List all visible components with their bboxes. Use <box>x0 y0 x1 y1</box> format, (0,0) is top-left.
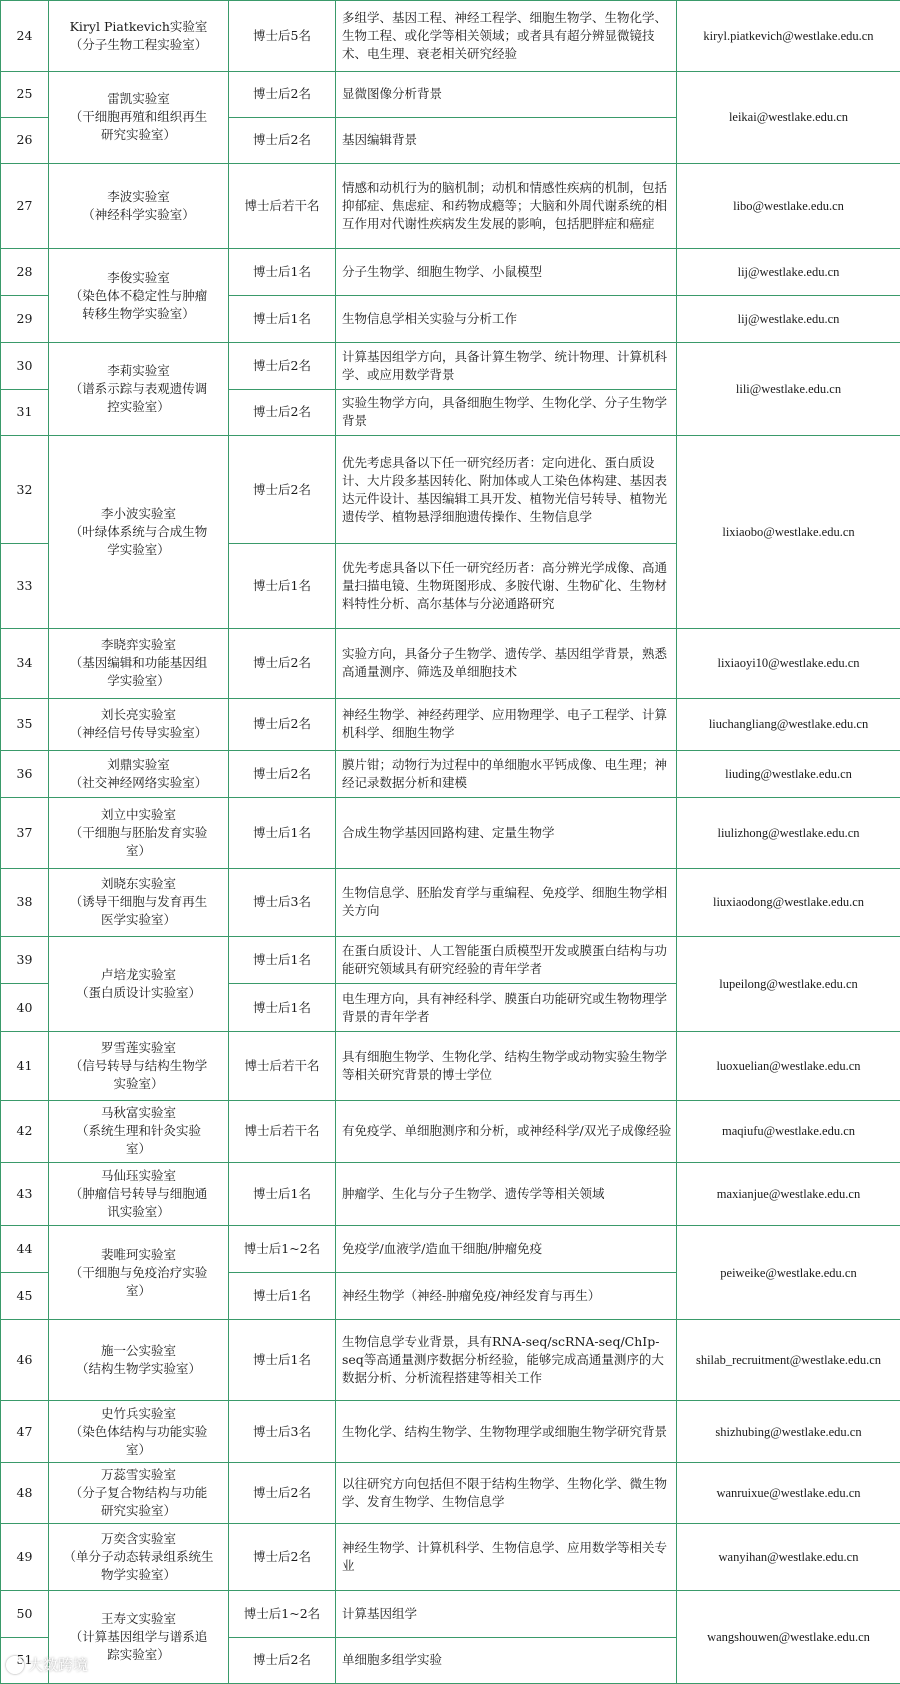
lab-name-line: （诱导干细胞与发育再生 <box>69 894 208 910</box>
lab-name <box>49 435 229 628</box>
lab-name <box>49 1462 229 1524</box>
lab-name-line: 罗雪莲实验室 <box>100 1040 176 1056</box>
lab-name-line: Kiryl Piatkevich实验室 <box>69 18 208 34</box>
row-number: 25 <box>1 71 49 117</box>
contact-email: lixiaoyi10@westlake.edu.cn <box>677 628 900 698</box>
requirements: 情感和动机行为的脑机制；动机和情感性疾病的机制，包括抑郁症、焦虑症、和药物成瘾等；大脑和外周代谢系统的相互作用对代谢性疾病发生发展的影响，包括肥胖症和癌症 <box>336 163 677 249</box>
requirements: 在蛋白质设计、人工智能蛋白质模型开发或膜蛋白结构与功能研究领域具有研究经验的青年学者 <box>336 937 677 984</box>
row-number: 36 <box>1 750 49 797</box>
row-number: 38 <box>1 868 49 937</box>
row-number: 44 <box>1 1226 49 1273</box>
lab-name-line: （干细胞与胚胎发育实验 <box>69 824 208 840</box>
lab-name-line: 刘鼎实验室 <box>107 756 170 772</box>
position-count: 博士后2名 <box>229 343 336 390</box>
row-number: 32 <box>1 435 49 543</box>
table-row <box>1 698 900 750</box>
lab-name <box>49 750 229 797</box>
position-count: 博士后1名 <box>229 249 336 296</box>
requirements: 生物信息学专业背景，具有RNA-seq/scRNA-seq/ChIp-seq等高通量测序数据分析经验，能够完成高通量测序的大数据分析、分析流程搭建等相关工作 <box>336 1319 677 1400</box>
lab-name <box>49 868 229 937</box>
position-count: 博士后2名 <box>229 71 336 117</box>
position-count: 博士后2名 <box>229 628 336 698</box>
lab-name-line: 王寿文实验室 <box>100 1611 176 1627</box>
row-number: 31 <box>1 389 49 435</box>
contact-email: leikai@westlake.edu.cn <box>677 71 900 163</box>
contact-email: liuding@westlake.edu.cn <box>677 750 900 797</box>
position-count: 博士后3名 <box>229 1401 336 1463</box>
row-number: 26 <box>1 117 49 163</box>
row-number: 43 <box>1 1162 49 1226</box>
row-number: 34 <box>1 628 49 698</box>
row-number: 42 <box>1 1101 49 1163</box>
requirements: 多组学、基因工程、神经工程学、细胞生物学、生物化学、生物工程、或化学等相关领域；或者具有超分辨显微镜技术、电生理、衰老相关研究经验 <box>336 1 677 72</box>
lab-name-line: 医学实验室） <box>100 912 176 928</box>
watermark <box>6 1654 88 1675</box>
lab-name-line: 裴唯珂实验室 <box>100 1246 176 1262</box>
row-number: 41 <box>1 1032 49 1101</box>
lab-name <box>49 1226 229 1320</box>
position-count: 博士后若干名 <box>229 163 336 249</box>
lab-name-line: 实验室） <box>113 1076 164 1092</box>
row-number: 35 <box>1 698 49 750</box>
lab-name-line: （单分子动态转录组系统生 <box>63 1549 214 1565</box>
contact-email: lij@westlake.edu.cn <box>677 249 900 296</box>
row-number: 24 <box>1 1 49 72</box>
position-count: 博士后1名 <box>229 296 336 343</box>
contact-email: maxianjue@westlake.edu.cn <box>677 1162 900 1226</box>
lab-name-line: （干细胞再殖和组织再生 <box>69 109 208 125</box>
row-number: 45 <box>1 1273 49 1320</box>
contact-email: wangshouwen@westlake.edu.cn <box>677 1591 900 1684</box>
lab-name-line: （计算基因组学与谱系追 <box>69 1629 208 1645</box>
lab-name-line: （染色体不稳定性与肿瘤 <box>69 287 208 303</box>
row-number: 27 <box>1 163 49 249</box>
lab-name-line: 万奕含实验室 <box>100 1531 176 1547</box>
lab-name-line: 李莉实验室 <box>107 362 170 378</box>
requirements: 免疫学/血液学/造血干细胞/肿瘤免疫 <box>336 1226 677 1273</box>
position-count: 博士后若干名 <box>229 1101 336 1163</box>
contact-email: liuxiaodong@westlake.edu.cn <box>677 868 900 937</box>
position-count: 博士后1名 <box>229 1319 336 1400</box>
lab-name-line: 雷凯实验室 <box>107 91 170 107</box>
lab-name-line: （系统生理和针灸实验 <box>75 1123 201 1139</box>
table-row <box>1 628 900 698</box>
requirements: 具有细胞生物学、生物化学、结构生物学或动物实验生物学等相关研究背景的博士学位 <box>336 1032 677 1101</box>
lab-name-line: （分子复合物结构与功能 <box>69 1485 208 1501</box>
requirements: 神经生物学（神经-肿瘤免疫/神经发育与再生） <box>336 1273 677 1320</box>
lab-name <box>49 1319 229 1400</box>
row-number: 50 <box>1 1591 49 1638</box>
lab-name-line: （肿瘤信号转导与细胞通 <box>69 1185 208 1201</box>
lab-name <box>49 1101 229 1163</box>
table-row <box>1 1032 900 1101</box>
lab-name-line: 马秋富实验室 <box>100 1105 176 1121</box>
lab-name-line: 室） <box>125 842 151 858</box>
position-count: 博士后3名 <box>229 868 336 937</box>
lab-name-line: 刘立中实验室 <box>100 806 176 822</box>
lab-name-line: （信号转导与结构生物学 <box>69 1058 208 1074</box>
position-count: 博士后1名 <box>229 937 336 984</box>
lab-name <box>49 797 229 868</box>
position-count: 博士后1名 <box>229 797 336 868</box>
row-number: 37 <box>1 797 49 868</box>
requirements: 神经生物学、神经药理学、应用物理学、电子工程学、计算机科学、细胞生物学 <box>336 698 677 750</box>
position-count: 博士后2名 <box>229 117 336 163</box>
contact-email: liuchangliang@westlake.edu.cn <box>677 698 900 750</box>
position-count: 博士后2名 <box>229 1524 336 1591</box>
lab-name-line: （染色体结构与功能实验 <box>69 1423 208 1439</box>
contact-email: peiweike@westlake.edu.cn <box>677 1226 900 1320</box>
position-count: 博士后2名 <box>229 750 336 797</box>
contact-email: liulizhong@westlake.edu.cn <box>677 797 900 868</box>
row-number: 33 <box>1 544 49 628</box>
table-row <box>1 868 900 937</box>
lab-name <box>49 343 229 436</box>
lab-name <box>49 71 229 163</box>
lab-name-line: （社交神经网络实验室） <box>69 774 208 790</box>
lab-name-line: （神经科学实验室） <box>82 206 195 222</box>
contact-email: shizhubing@westlake.edu.cn <box>677 1401 900 1463</box>
table-row <box>1 1524 900 1591</box>
camera-logo-icon <box>6 1656 24 1674</box>
position-count: 博士后1名 <box>229 1273 336 1320</box>
position-count: 博士后2名 <box>229 1462 336 1524</box>
table-row <box>1 249 900 296</box>
position-count: 博士后1名 <box>229 544 336 628</box>
lab-name <box>49 163 229 249</box>
lab-name <box>49 1524 229 1591</box>
lab-name-line: 学实验室） <box>107 673 170 689</box>
lab-name <box>49 937 229 1032</box>
requirements: 计算基因组学 <box>336 1591 677 1638</box>
row-number: 30 <box>1 343 49 390</box>
lab-name <box>49 628 229 698</box>
requirements: 实验方向，具备分子生物学、遗传学、基因组学背景，熟悉高通量测序、筛选及单细胞技术 <box>336 628 677 698</box>
lab-name-line: 李波实验室 <box>107 188 170 204</box>
requirements: 电生理方向，具有神经科学、膜蛋白功能研究或生物物理学背景的青年学者 <box>336 984 677 1032</box>
contact-email: lij@westlake.edu.cn <box>677 296 900 343</box>
position-count: 博士后1~2名 <box>229 1591 336 1638</box>
table-row <box>1 1 900 72</box>
contact-email: libo@westlake.edu.cn <box>677 163 900 249</box>
lab-name-line: 刘长亮实验室 <box>100 707 176 723</box>
requirements: 神经生物学、计算机科学、生物信息学、应用数学等相关专业 <box>336 1524 677 1591</box>
table-row <box>1 1162 900 1226</box>
lab-name-line: 室） <box>125 1282 151 1298</box>
requirements: 优先考虑具备以下任一研究经历者：定向进化、蛋白质设计、大片段多基因转化、附加体或人工染色体构建、基因表达元件设计、基因编辑工具开发、植物光信号转导、植物光遗传学、植物悬浮细胞遗传操作、生物信息学 <box>336 435 677 543</box>
table-row <box>1 71 900 117</box>
table-row <box>1 1226 900 1273</box>
lab-name-line: 卢培龙实验室 <box>100 967 176 983</box>
row-number: 29 <box>1 296 49 343</box>
lab-name-line: 研究实验室） <box>100 1503 176 1519</box>
lab-name-line: 物学实验室） <box>100 1567 176 1583</box>
lab-name-line: 施一公实验室 <box>100 1343 176 1359</box>
position-count: 博士后2名 <box>229 1637 336 1683</box>
table-row <box>1 797 900 868</box>
table-row <box>1 1462 900 1524</box>
contact-email: kiryl.piatkevich@westlake.edu.cn <box>677 1 900 72</box>
contact-email: maqiufu@westlake.edu.cn <box>677 1101 900 1163</box>
lab-name-line: 史竹兵实验室 <box>100 1405 176 1421</box>
contact-email: lupeilong@westlake.edu.cn <box>677 937 900 1032</box>
lab-name <box>49 1162 229 1226</box>
lab-name-line: 学实验室） <box>107 541 170 557</box>
lab-name-line: （结构生物学实验室） <box>75 1361 201 1377</box>
requirements: 计算基因组学方向，具备计算生物学、统计物理、计算机科学、或应用数学背景 <box>336 343 677 390</box>
contact-email: shilab_recruitment@westlake.edu.cn <box>677 1319 900 1400</box>
lab-name-line: 踪实验室） <box>107 1647 170 1663</box>
position-count: 博士后5名 <box>229 1 336 72</box>
requirements: 合成生物学基因回路构建、定量生物学 <box>336 797 677 868</box>
table-row <box>1 1319 900 1400</box>
table-row <box>1 937 900 984</box>
contact-email: lixiaobo@westlake.edu.cn <box>677 435 900 628</box>
lab-name <box>49 1 229 72</box>
contact-email: luoxuelian@westlake.edu.cn <box>677 1032 900 1101</box>
position-count: 博士后1名 <box>229 1162 336 1226</box>
table-body <box>1 1 900 1684</box>
position-count: 博士后2名 <box>229 389 336 435</box>
requirements: 分子生物学、细胞生物学、小鼠模型 <box>336 249 677 296</box>
lab-name-line: 讯实验室） <box>107 1203 170 1219</box>
lab-name-line: （分子生物工程实验室） <box>69 36 208 52</box>
requirements: 优先考虑具备以下任一研究经历者：高分辨光学成像、高通量扫描电镜、生物斑图形成、多胺代谢、生物矿化、生物材料特性分析、高尔基体与分泌通路研究 <box>336 544 677 628</box>
table-row <box>1 1401 900 1463</box>
lab-name-line: 室） <box>125 1141 151 1157</box>
table-row <box>1 750 900 797</box>
table-row <box>1 163 900 249</box>
requirements: 以往研究方向包括但不限于结构生物学、生物化学、微生物学、发育生物学、生物信息学 <box>336 1462 677 1524</box>
row-number: 39 <box>1 937 49 984</box>
contact-email: wanruixue@westlake.edu.cn <box>677 1462 900 1524</box>
requirements: 膜片钳；动物行为过程中的单细胞水平钙成像、电生理；神经记录数据分析和建模 <box>336 750 677 797</box>
lab-name-line: 转移生物学实验室） <box>82 305 195 321</box>
row-number: 40 <box>1 984 49 1032</box>
lab-name <box>49 698 229 750</box>
requirements: 生物信息学、胚胎发育学与重编程、免疫学、细胞生物学相关方向 <box>336 868 677 937</box>
lab-name-line: 李小波实验室 <box>100 505 176 521</box>
row-number: 48 <box>1 1462 49 1524</box>
lab-name-line: （蛋白质设计实验室） <box>75 985 201 1001</box>
position-count: 博士后2名 <box>229 435 336 543</box>
table-row <box>1 1591 900 1638</box>
requirements: 基因编辑背景 <box>336 117 677 163</box>
lab-name-line: 马仙珏实验室 <box>100 1167 176 1183</box>
lab-name-line: 室） <box>125 1441 151 1457</box>
requirements: 生物信息学相关实验与分析工作 <box>336 296 677 343</box>
row-number: 46 <box>1 1319 49 1400</box>
table-row <box>1 1101 900 1163</box>
lab-name-line: 万蕊雪实验室 <box>100 1467 176 1483</box>
row-number: 47 <box>1 1401 49 1463</box>
requirements: 显微图像分析背景 <box>336 71 677 117</box>
position-count: 博士后1~2名 <box>229 1226 336 1273</box>
requirements: 有免疫学、单细胞测序和分析，或神经科学/双光子成像经验 <box>336 1101 677 1163</box>
lab-name-line: 研究实验室） <box>100 127 176 143</box>
table-row <box>1 435 900 543</box>
lab-name-line: （谱系示踪与表观遗传调 <box>69 380 208 396</box>
position-count: 博士后若干名 <box>229 1032 336 1101</box>
position-count: 博士后1名 <box>229 984 336 1032</box>
requirements: 肿瘤学、生化与分子生物学、遗传学等相关领域 <box>336 1162 677 1226</box>
lab-name <box>49 1401 229 1463</box>
lab-name-line: 控实验室） <box>107 398 170 414</box>
lab-name <box>49 249 229 343</box>
contact-email: lili@westlake.edu.cn <box>677 343 900 436</box>
lab-name-line: 李俊实验室 <box>107 269 170 285</box>
lab-name-line: 李晓弈实验室 <box>100 637 176 653</box>
position-count: 博士后2名 <box>229 698 336 750</box>
contact-email: wanyihan@westlake.edu.cn <box>677 1524 900 1591</box>
row-number: 49 <box>1 1524 49 1591</box>
requirements: 生物化学、结构生物学、生物物理学或细胞生物学研究背景 <box>336 1401 677 1463</box>
lab-name-line: （叶绿体系统与合成生物 <box>69 523 208 539</box>
lab-name-line: （基因编辑和功能基因组 <box>69 655 208 671</box>
row-number: 51 <box>1 1637 49 1683</box>
lab-name-line: （干细胞与免疫治疗实验 <box>69 1264 208 1280</box>
table-row <box>1 343 900 390</box>
watermark-text: 大数跨境 <box>28 1656 89 1674</box>
lab-name-line: 刘晓东实验室 <box>100 876 176 892</box>
row-number: 28 <box>1 249 49 296</box>
lab-name <box>49 1032 229 1101</box>
requirements: 单细胞多组学实验 <box>336 1637 677 1683</box>
requirements: 实验生物学方向，具备细胞生物学、生物化学、分子生物学背景 <box>336 389 677 435</box>
lab-name-line: （神经信号传导实验室） <box>69 725 208 741</box>
